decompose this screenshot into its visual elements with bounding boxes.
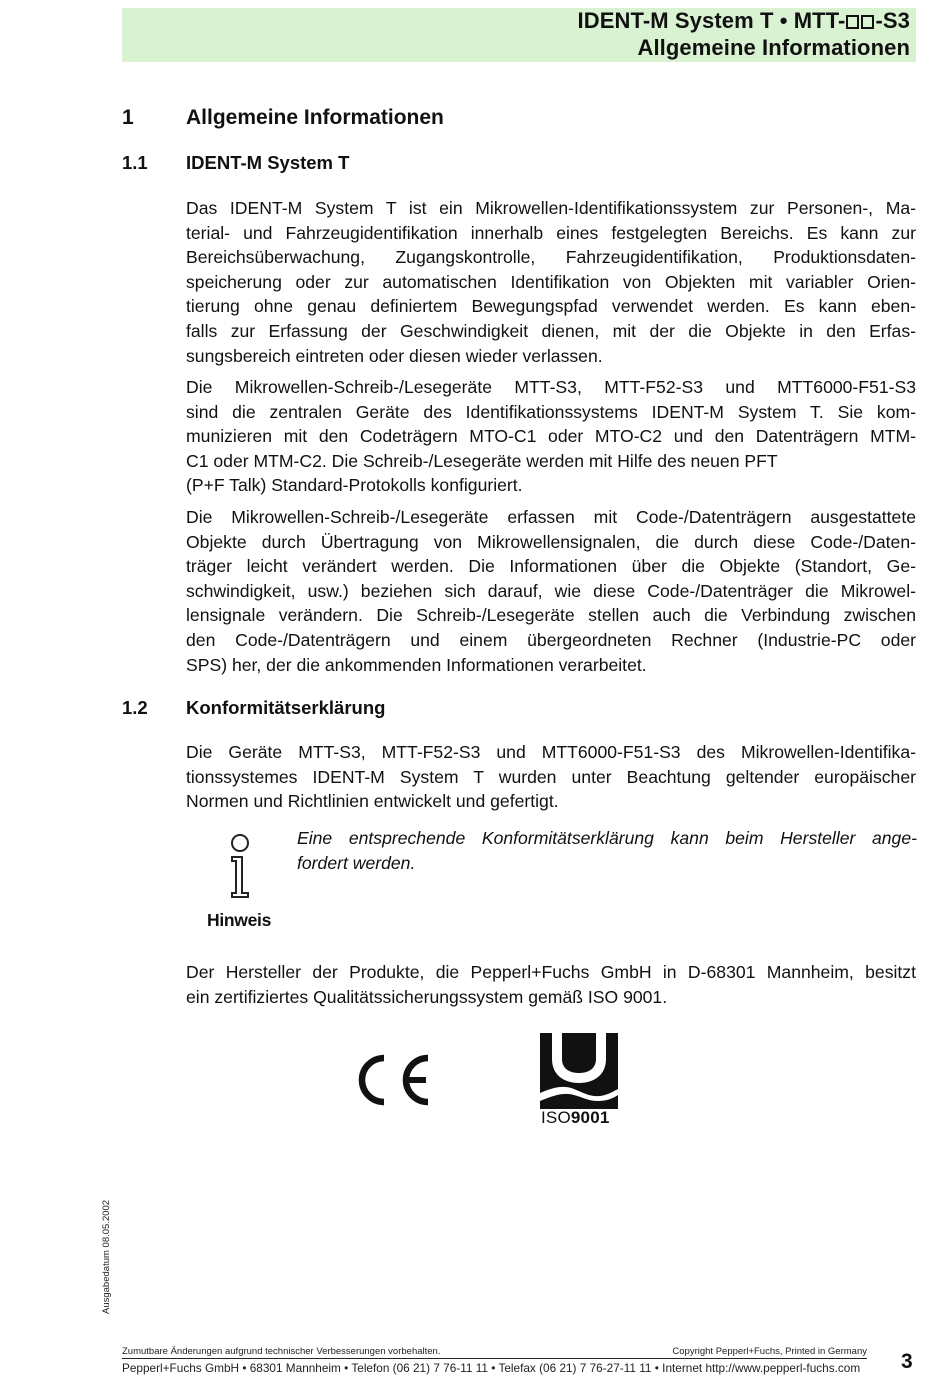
section-1-1-number: 1.1 (122, 152, 148, 173)
ce-mark-logo (354, 1052, 432, 1108)
section-1-title: Allgemeine Informationen (186, 106, 444, 129)
section-1-number: 1 (122, 106, 134, 129)
iso-9001-label: ISO9001 (541, 1108, 610, 1127)
placeholder-box-icon (861, 15, 874, 29)
section-1-2-number: 1.2 (122, 697, 148, 718)
header-title: IDENT-M System T • MTT- -S3 (577, 8, 910, 33)
paragraph-manufacturer: Der Hersteller der Produkte, die Pepperl+Fuchs GmbH in D-68301 Mannheim, besitzt ein zertifiziertes Qualitätssicherungssystem gemäß ISO 9001. (186, 962, 916, 1007)
footer-divider (122, 1358, 867, 1359)
placeholder-box-icon (846, 15, 859, 29)
issue-date: Ausgabedatum 08.05.2002 (101, 1199, 112, 1314)
iso-9001-logo (540, 1033, 618, 1109)
paragraph-conformity: Die Geräte MTT-S3, MTT-F52-S3 und MTT6000-F51-S3 des Mikrowellen-Identifika- tionssystemes IDENT-M System T wurden unter Beachtung geltender europäischer Normen und Richtlinien entwickelt und gefertigt. (186, 742, 916, 812)
note-text: Eine entsprechende Konformitätserklärung kann beim Hersteller ange- fordert werden. (297, 828, 917, 873)
note-label: Hinweis (207, 910, 272, 930)
info-icon (226, 833, 256, 901)
section-1-2-title: Konformitätserklärung (186, 697, 386, 718)
page-number: 3 (901, 1350, 913, 1373)
paragraph-function: Die Mikrowellen-Schreib-/Lesegeräte erfassen mit Code-/Datenträgern ausgestattete Objekte durch Übertragung von Mikrowellensignalen, die durch diese Code-/Daten- träger leicht verändert werden. Die Informationen über die Objekte (Standort, Ge- schwindigkeit, usw.) beziehen sich darauf, wie diese Code-/Datenträger die Mikrowel- lensignale verändern. Die Schreib-/Lesegeräte stellen auch die Verbindung zwischen den Code-/Datenträgern und einem übergeordneten Rechner (Industrie-PC oder SPS) her, der die ankommenden Informationen verarbeitet. (186, 507, 916, 675)
footer-disclaimer: Zumutbare Änderungen aufgrund technischer Verbesserungen vorbehalten. (122, 1346, 441, 1357)
paragraph-devices: Die Mikrowellen-Schreib-/Lesegeräte MTT-S3, MTT-F52-S3 und MTT6000-F51-S3 sind die zentralen Geräte des Identifikationssystems IDENT-M System T. Sie kom- munizieren mit den Codeträgern MTO-C1 oder MTO-C2 und den Datenträgern MTM- C1 oder MTM-C2. Die Schreib-/Lesegeräte werden mit Hilfe des neuen PFT (P+F Talk) Standard-Protokolls konfiguriert. (186, 377, 916, 496)
footer-contact: Pepperl+Fuchs GmbH • 68301 Mannheim • Telefon (06 21) 7 76-11 11 • Telefax (06 21) 7 76-27-11 11 • Internet http://www.pepperl-fuchs.com (122, 1361, 861, 1375)
footer-copyright: Copyright Pepperl+Fuchs, Printed in Germany (672, 1346, 867, 1357)
header-subtitle: Allgemeine Informationen (637, 35, 910, 60)
paragraph-system-overview: Das IDENT-M System T ist ein Mikrowellen-Identifikationssystem zur Personen-, Ma- terial- und Fahrzeugidentifikation innerhalb eines festgelegten Bereichs. Es kann zur Bereichsüberwachung, Zugangskontrolle, Fahrzeugidentifikation, Produktionsdaten- speicherung oder zur automatischen Identifikation von Objekten mit variabler Orien- tierung ohne genau definiertem Bewegungspfad verwendet werden. Es kann eben- falls zur Erfassung der Geschwindigkeit dienen, mit der die Objekte in den Erfas- sungsbereich eintreten oder diesen wieder verlassen. (186, 198, 916, 366)
section-1-1-title: IDENT-M System T (186, 152, 350, 173)
